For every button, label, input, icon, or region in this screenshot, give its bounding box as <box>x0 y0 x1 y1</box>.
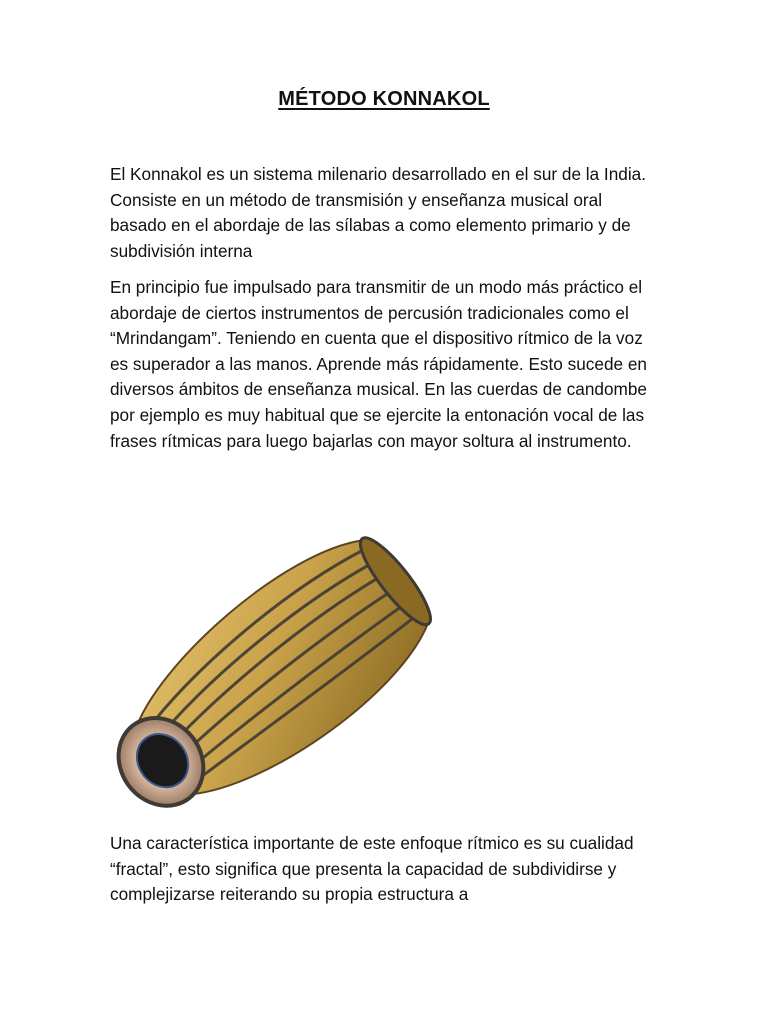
mridangam-drum-image <box>108 522 443 822</box>
paragraph-history: En principio fue impulsado para transmitir de un modo más práctico el abordaje de ciertos instrumentos de percusión tradicionales como el “Mrindangam”. Teniendo en cuenta que el dispositivo rítmico de la voz es superador a las manos. Aprende más rápidamente. Esto sucede en diversos ámbitos de enseñanza musical. En las cuerdas de candombe por ejemplo es muy habitual que se ejercite la entonación vocal de las frases rítmicas para luego bajarlas con mayor soltura al instrumento. <box>110 277 647 451</box>
paragraph-fractal: Una característica importante de este enfoque rítmico es su cualidad “fractal”, esto significa que presenta la capacidad de subdividirse y complejizarse reiterando su propia estructura a <box>110 833 634 905</box>
page-title: MÉTODO KONNAKOL <box>278 88 490 110</box>
paragraph-intro: El Konnakol es un sistema milenario desarrollado en el sur de la India. Consiste en un método de transmisión y enseñanza musical oral basado en el abordaje de las sílabas a como elemento primario y de subdivisión interna <box>110 164 646 261</box>
